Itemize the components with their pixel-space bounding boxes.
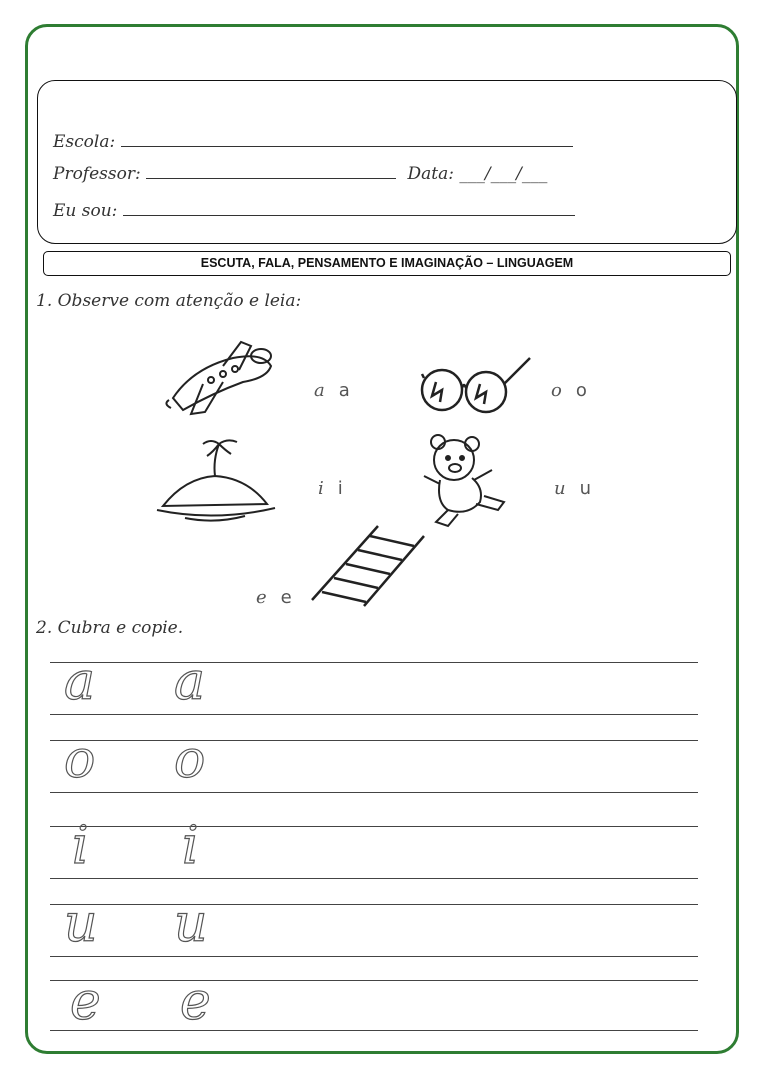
print-letter: o [575, 380, 587, 401]
cursive-letter: o [551, 380, 562, 401]
escola-field[interactable] [121, 132, 573, 147]
eusou-line [53, 201, 575, 221]
cursive-letter: i [318, 478, 324, 499]
question-1: 1. Observe com atenção e leia: [36, 291, 302, 311]
professor-field[interactable] [146, 164, 396, 179]
guide-line [50, 714, 698, 715]
cursive-letter: u [554, 478, 566, 499]
print-letter: a [338, 380, 350, 401]
professor-line [53, 164, 547, 184]
letter-pair-u [554, 478, 591, 499]
cursive-letter: e [256, 587, 267, 608]
teddy-bear-icon [418, 432, 514, 530]
data-label: Data: [407, 164, 454, 184]
guide-line [50, 740, 698, 741]
guide-line [50, 1030, 698, 1031]
guide-line [50, 878, 698, 879]
trace-letter: a [64, 652, 96, 712]
guide-line [50, 904, 698, 905]
letter-pair-o [551, 380, 587, 401]
trace-letter: e [180, 972, 211, 1032]
airplane-icon [163, 338, 283, 418]
trace-row-i[interactable] [50, 816, 698, 880]
section-banner: ESCUTA, FALA, PENSAMENTO E IMAGINAÇÃO – LINGUAGEM [43, 251, 731, 276]
letter-pair-a [314, 380, 350, 401]
ladder-icon [308, 522, 428, 608]
trace-row-o[interactable] [50, 730, 698, 794]
guide-line [50, 956, 698, 957]
glasses-icon [418, 352, 534, 418]
escola-line [53, 132, 573, 152]
print-letter: i [337, 478, 343, 499]
trace-letter: i [182, 816, 199, 876]
trace-letter: a [174, 652, 206, 712]
letter-pair-i [318, 478, 343, 499]
eusou-label: Eu sou: [53, 201, 118, 221]
guide-line [50, 792, 698, 793]
question-2: 2. Cubra e copie. [36, 618, 184, 638]
trace-row-u[interactable] [50, 894, 698, 958]
print-letter: e [280, 587, 292, 608]
escola-label: Escola: [53, 132, 116, 152]
trace-letter: i [72, 816, 89, 876]
trace-letter: u [64, 894, 98, 954]
professor-label: Professor: [53, 164, 141, 184]
trace-row-a[interactable] [50, 652, 698, 716]
data-field[interactable]: ___/___/___ [459, 164, 548, 184]
eusou-field[interactable] [123, 201, 575, 216]
guide-line [50, 826, 698, 827]
trace-letter: u [174, 894, 208, 954]
cursive-letter: a [314, 380, 325, 401]
trace-row-e[interactable] [50, 972, 698, 1034]
trace-letter: o [174, 730, 206, 790]
print-letter: u [579, 478, 592, 499]
trace-letter: e [70, 972, 101, 1032]
trace-letter: o [64, 730, 96, 790]
island-icon [155, 438, 277, 524]
letter-pair-e [256, 587, 292, 608]
guide-line [50, 980, 698, 981]
guide-line [50, 662, 698, 663]
